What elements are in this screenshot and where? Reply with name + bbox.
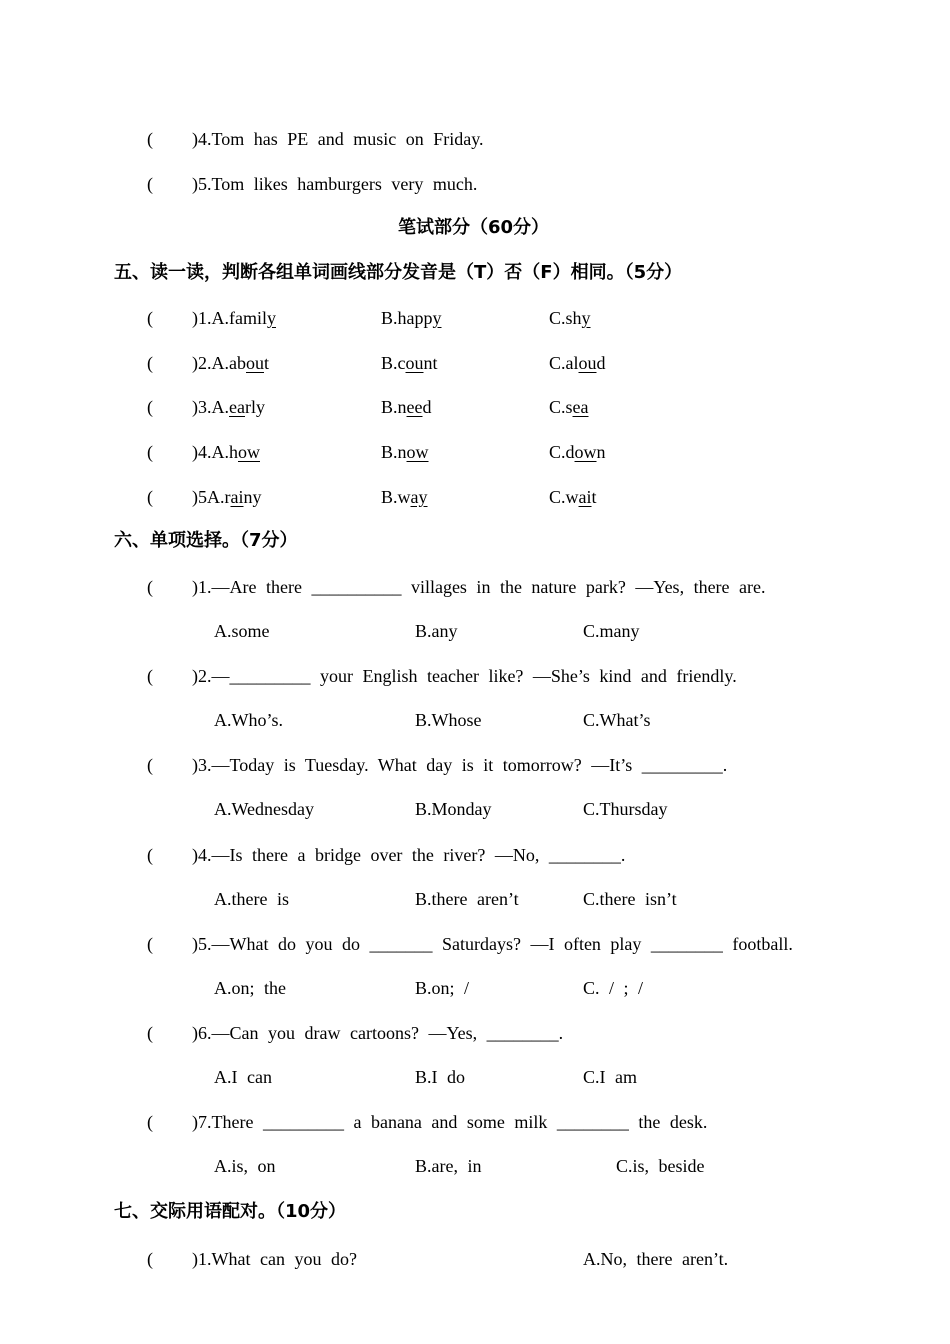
word-part: B.n bbox=[381, 397, 407, 417]
choice-option-b: B.on; / bbox=[415, 978, 470, 998]
question-text: )4.—Is there a bridge over the river? —No, ________. bbox=[192, 845, 626, 865]
word-part: B.c bbox=[381, 353, 406, 373]
question-text: )2.—_________ your English teacher like? —She’s kind and friendly. bbox=[192, 666, 737, 686]
option-b-word bbox=[381, 352, 438, 374]
written-part-title: 笔试部分（60分） bbox=[398, 217, 550, 238]
underlined-letters: ou bbox=[405, 353, 424, 373]
answer-paren: ( bbox=[147, 577, 153, 597]
answer-paren: ( bbox=[147, 1023, 153, 1043]
option-a-word bbox=[192, 486, 262, 508]
choice-option-b: B.Whose bbox=[415, 710, 482, 730]
choice-option-b: B.any bbox=[415, 621, 458, 641]
word-part: B.n bbox=[381, 442, 407, 462]
question-text: )5.—What do you do _______ Saturdays? —I often play ________ football. bbox=[192, 934, 793, 954]
question-text: )3.—Today is Tuesday. What day is it tomorrow? —It’s _________. bbox=[192, 755, 728, 775]
section6-heading: 六、单项选择。（7分） bbox=[114, 530, 298, 551]
option-b-word bbox=[381, 486, 428, 508]
word-part: ab bbox=[229, 353, 246, 373]
choice-option-b: B.are, in bbox=[415, 1156, 482, 1176]
choice-option-a: A.I can bbox=[214, 1067, 272, 1087]
underlined-letters: y bbox=[267, 308, 276, 328]
answer-paren: ( bbox=[147, 397, 153, 417]
choice-option-b: B.there aren’t bbox=[415, 889, 519, 909]
section7-answer-a: A.No, there aren’t. bbox=[583, 1249, 729, 1269]
answer-paren: ( bbox=[147, 129, 153, 149]
option-a-word bbox=[192, 307, 276, 329]
question-text: )1.—Are there __________ villages in the nature park? —Yes, there are. bbox=[192, 577, 766, 597]
underlined-letters: ou bbox=[246, 353, 264, 373]
word-part: r bbox=[224, 487, 231, 507]
answer-paren: ( bbox=[147, 442, 153, 462]
option-b-word bbox=[381, 441, 429, 463]
word-part: nt bbox=[423, 353, 438, 373]
word-part: t bbox=[591, 487, 597, 507]
section5-heading: 五、读一读，判断各组单词画线部分发音是（T）否（F）相同。（5分） bbox=[114, 262, 683, 283]
underlined-letters: ai bbox=[578, 487, 592, 507]
choice-option-b: B.I do bbox=[415, 1067, 465, 1087]
answer-paren: ( bbox=[147, 755, 153, 775]
option-c-word bbox=[549, 396, 589, 418]
option-c-word bbox=[549, 441, 606, 463]
option-b-word bbox=[381, 307, 442, 329]
word-part: famil bbox=[229, 308, 267, 328]
word-part: C.w bbox=[549, 487, 579, 507]
word-part: h bbox=[229, 442, 238, 462]
word-part: C.s bbox=[549, 397, 573, 417]
option-c-word bbox=[549, 307, 591, 329]
underlined-letters: ow bbox=[406, 442, 429, 462]
word-part: )2.A. bbox=[192, 353, 229, 373]
word-part: ny bbox=[243, 487, 262, 507]
choice-option-a: A.on; the bbox=[214, 978, 286, 998]
word-part: rly bbox=[244, 397, 265, 417]
choice-option-c: C.is, beside bbox=[616, 1156, 705, 1176]
choice-option-c: C. / ; / bbox=[583, 978, 644, 998]
underlined-letters: y bbox=[432, 308, 442, 328]
answer-paren: ( bbox=[147, 174, 153, 194]
word-part: C.d bbox=[549, 442, 575, 462]
choice-option-c: C.many bbox=[583, 621, 640, 641]
answer-paren: ( bbox=[147, 308, 153, 328]
option-a-word bbox=[192, 441, 260, 463]
answer-paren: ( bbox=[147, 1249, 153, 1269]
word-part: t bbox=[264, 353, 270, 373]
word-part: B.happ bbox=[381, 308, 433, 328]
word-part: d bbox=[596, 353, 606, 373]
word-part: )1.A. bbox=[192, 308, 229, 328]
underlined-letters: ay bbox=[410, 487, 428, 507]
answer-paren: ( bbox=[147, 487, 153, 507]
listening-statement-5: )5.Tom likes hamburgers very much. bbox=[192, 174, 478, 194]
underlined-letters: ou bbox=[578, 353, 597, 373]
answer-paren: ( bbox=[147, 666, 153, 686]
option-c-word bbox=[549, 486, 597, 508]
option-a-word bbox=[192, 396, 265, 418]
section7-question-1: )1.What can you do? bbox=[192, 1249, 357, 1269]
question-text: )7.There _________ a banana and some milk ________ the desk. bbox=[192, 1112, 708, 1132]
choice-option-a: A.is, on bbox=[214, 1156, 276, 1176]
underlined-letters: ea bbox=[229, 397, 245, 417]
choice-option-c: C.there isn’t bbox=[583, 889, 677, 909]
word-part: n bbox=[596, 442, 606, 462]
word-part: d bbox=[422, 397, 432, 417]
listening-statement-4: )4.Tom has PE and music on Friday. bbox=[192, 129, 484, 149]
question-text: )6.—Can you draw cartoons? —Yes, ________. bbox=[192, 1023, 564, 1043]
answer-paren: ( bbox=[147, 353, 153, 373]
answer-paren: ( bbox=[147, 845, 153, 865]
answer-paren: ( bbox=[147, 1112, 153, 1132]
choice-option-a: A.Wednesday bbox=[214, 799, 315, 819]
underlined-letters: y bbox=[581, 308, 591, 328]
choice-option-c: C.Thursday bbox=[583, 799, 668, 819]
option-a-word bbox=[192, 352, 269, 374]
word-part: )5A. bbox=[192, 487, 225, 507]
choice-option-a: A.Who’s. bbox=[214, 710, 283, 730]
underlined-letters: ea bbox=[572, 397, 589, 417]
underlined-letters: ee bbox=[406, 397, 423, 417]
section7-heading: 七、交际用语配对。（10分） bbox=[114, 1201, 347, 1222]
underlined-letters: ai bbox=[230, 487, 244, 507]
choice-option-a: A.some bbox=[214, 621, 270, 641]
word-part: C.sh bbox=[549, 308, 582, 328]
word-part: B.w bbox=[381, 487, 411, 507]
word-part: C.al bbox=[549, 353, 579, 373]
choice-option-c: C.What’s bbox=[583, 710, 651, 730]
answer-paren: ( bbox=[147, 934, 153, 954]
choice-option-a: A.there is bbox=[214, 889, 289, 909]
word-part: )3.A. bbox=[192, 397, 229, 417]
option-b-word bbox=[381, 396, 432, 418]
option-c-word bbox=[549, 352, 606, 374]
choice-option-b: B.Monday bbox=[415, 799, 492, 819]
underlined-letters: ow bbox=[574, 442, 597, 462]
choice-option-c: C.I am bbox=[583, 1067, 637, 1087]
underlined-letters: ow bbox=[238, 442, 260, 462]
word-part: )4.A. bbox=[192, 442, 229, 462]
